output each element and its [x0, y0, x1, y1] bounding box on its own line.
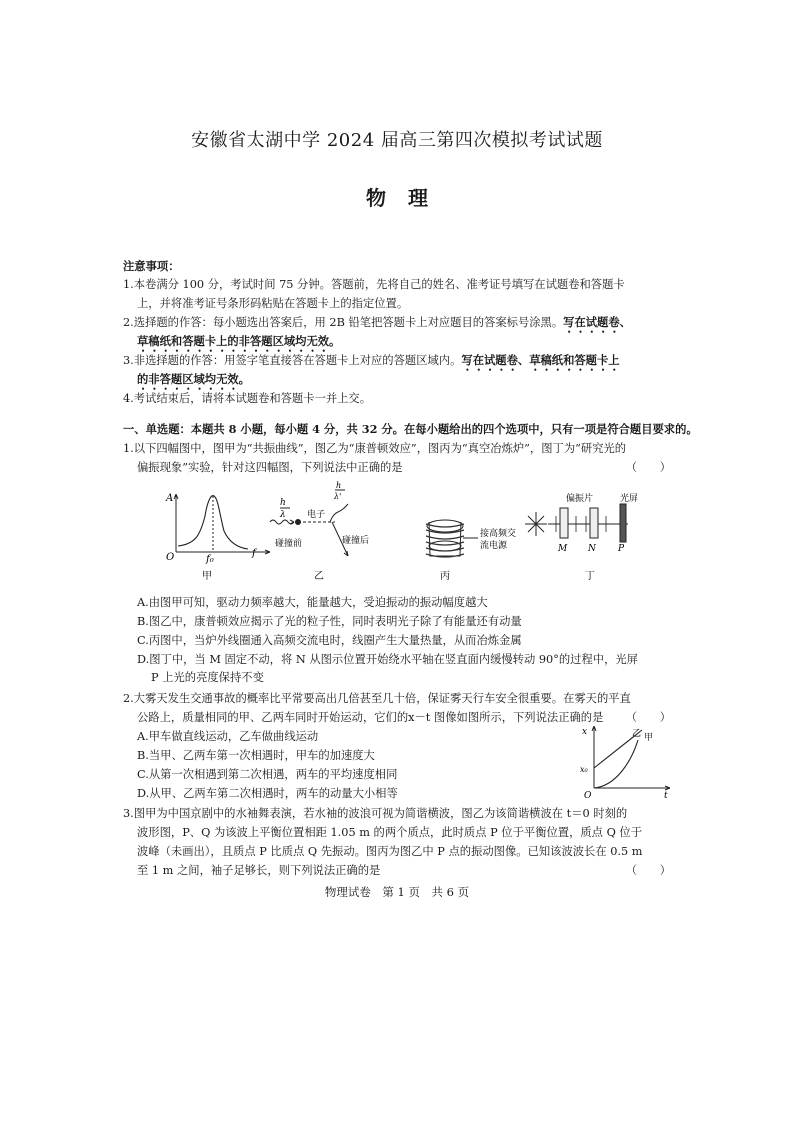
fig-ding-caption: 丁 — [585, 571, 595, 582]
fig-yi-before: 碰撞前 — [275, 539, 303, 549]
fig-ding-P: P — [618, 544, 625, 554]
fig-ding-M: M — [558, 544, 568, 554]
fig-bing-source-2: 流电源 — [480, 541, 508, 551]
q2-option-c: C.从第一次相遇到第二次相遇，两车的平均速度相同 — [137, 768, 398, 781]
fig-yi-h: h — [280, 498, 286, 508]
section-heading: 一、单选题：本题共 8 小题，每小题 4 分，共 32 分。在每小题给出的四个选项中，只有一项是符合题目要求的。 — [123, 422, 698, 436]
q1-answer-bracket: （ ） — [625, 461, 671, 474]
fig-ding-polarizer: 偏振片 — [566, 494, 594, 504]
q2-graph-x0: x₀ — [580, 765, 588, 774]
subject-title: 物理 — [366, 186, 450, 210]
fig-yi-caption: 乙 — [314, 571, 324, 582]
note-1-line-2: 上，并将准考证号条形码粘贴在答题卡上的指定位置。 — [137, 297, 409, 310]
fig-jia-caption: 甲 — [202, 571, 212, 582]
q2-answer-bracket: （ ） — [625, 711, 671, 724]
page-footer: 物理试卷 第 1 页 共 6 页 — [324, 885, 470, 899]
q3-stem-line-1: 3.图甲为中国京剧中的水袖舞表演，若水袖的波浪可视为简谐横波，图乙为该简谐横波在 t＝0 时刻的 — [123, 807, 628, 820]
q2-xt-graph — [576, 722, 676, 801]
q2-graph-yi: 乙 — [632, 729, 642, 739]
q2-stem-line-1: 2.大雾天发生交通事故的概率比平常要高出几倍甚至几十倍，保证雾天行车安全很重要。在雾天的平直 — [123, 692, 631, 705]
figure-ding — [525, 492, 638, 582]
fig-yi-h2: h — [336, 481, 342, 490]
q1-figures — [120, 481, 680, 586]
q3-stem-line-2: 波形图，P、Q 为该波上平衡位置相距 1.05 m 的两个质点，此时质点 P 位于平衡位置，质点 Q 位于 — [137, 826, 643, 839]
fig-jia-f: f — [252, 548, 256, 559]
fig-yi-lambda2: λ' — [334, 492, 342, 501]
note-1-line-1: 1.本卷满分 100 分，考试时间 75 分钟。答题前，先将自己的姓名、准考证号填写在试题卷和答题卡 — [123, 278, 625, 291]
notes-heading: 注意事项： — [123, 259, 180, 273]
q2-graph-x: x — [582, 727, 588, 737]
q1-stem-line-2: 偏振现象”实验，针对这四幅图，下列说法中正确的是 （ ） — [137, 457, 671, 478]
fig-jia-A: A — [166, 493, 174, 504]
note-3-line-2: 的非答题区域均无效。 — [137, 372, 250, 386]
q1-option-a: A.由图甲可知，驱动力频率越大，能量越大，受迫振动的振动幅度越大 — [137, 596, 488, 609]
figure-yi — [270, 481, 369, 582]
q2-option-d: D.从甲、乙两车第二次相遇时，两车的动量大小相等 — [137, 787, 398, 800]
q2-graph-t: t — [664, 791, 668, 801]
fig-bing-caption: 丙 — [440, 571, 450, 582]
fig-yi-lambda: λ — [280, 510, 286, 520]
q1-option-b: B.图乙中，康普顿效应揭示了光的粒子性，同时表明光子除了有能量还有动量 — [137, 615, 522, 628]
note-2-line-2: 草稿纸和答题卡上的非答题区域均无效。 — [137, 334, 341, 348]
q2-graph-jia: 甲 — [644, 733, 654, 743]
fig-bing-source-1: 接高频交 — [480, 529, 517, 539]
q1-option-c: C.丙图中，当炉外线圈通入高频交流电时，线圈产生大量热量，从而冶炼金属 — [137, 634, 522, 647]
note-3-line-1: 3.非选择题的作答：用签字笔直接答在答题卡上对应的答题区域内。写在试题卷、草稿纸和答题卡上 — [123, 353, 620, 367]
fig-jia-O: O — [166, 552, 175, 563]
fig-yi-electron: 电子 — [307, 510, 326, 520]
note-4: 4.考试结束后，请将本试题卷和答题卡一并上交。 — [123, 392, 372, 405]
fig-ding-screen: 光屏 — [620, 494, 639, 504]
exam-title: 安徽省太湖中学 2024 届高三第四次模拟考试试题 — [191, 130, 603, 151]
q1-stem-line-1: 1.以下四幅图中，图甲为“共振曲线”，图乙为“康普顿效应”，图丙为“真空冶炼炉”，图丁为“研究光的 — [123, 442, 627, 455]
q3-stem-line-3: 波峰（未画出），且质点 P 比质点 Q 先振动。图丙为图乙中 P 点的振动图像。已知该波波长在 0.5 m — [137, 845, 643, 858]
q3-answer-bracket: （ ） — [625, 864, 671, 877]
fig-yi-after: 碰撞后 — [342, 536, 370, 546]
q1-option-d-line-2: P 上光的亮度保持不变 — [151, 671, 264, 684]
q1-option-d-line-1: D.图丁中，当 M 固定不动，将 N 从图示位置开始绕水平轴在竖直面内缓慢转动 90°的过程中，光屏 — [137, 653, 638, 666]
q2-option-b: B.当甲、乙两车第一次相遇时，甲车的加速度大 — [137, 749, 375, 762]
q2-option-a: A.甲车做直线运动，乙车做曲线运动 — [137, 730, 319, 743]
figure-jia — [165, 493, 270, 582]
note-2-line-1: 2.选择题的作答：每小题选出答案后，用 2B 铅笔把答题卡上对应题目的答案标号涂黑。写在试题卷、 — [123, 315, 631, 329]
q2-graph-O: O — [584, 791, 592, 801]
figure-bing — [426, 520, 516, 582]
q2-stem-line-2: 公路上，质量相同的甲、乙两车同时开始运动，它们的x－t 图像如图所示，下列说法正确的是 （ ） — [137, 707, 671, 728]
fig-ding-N: N — [588, 544, 596, 554]
q3-stem-line-4: 至 1 m 之间，袖子足够长，则下列说法正确的是 （ ） — [137, 860, 671, 881]
fig-jia-f0: f₀ — [206, 554, 214, 565]
